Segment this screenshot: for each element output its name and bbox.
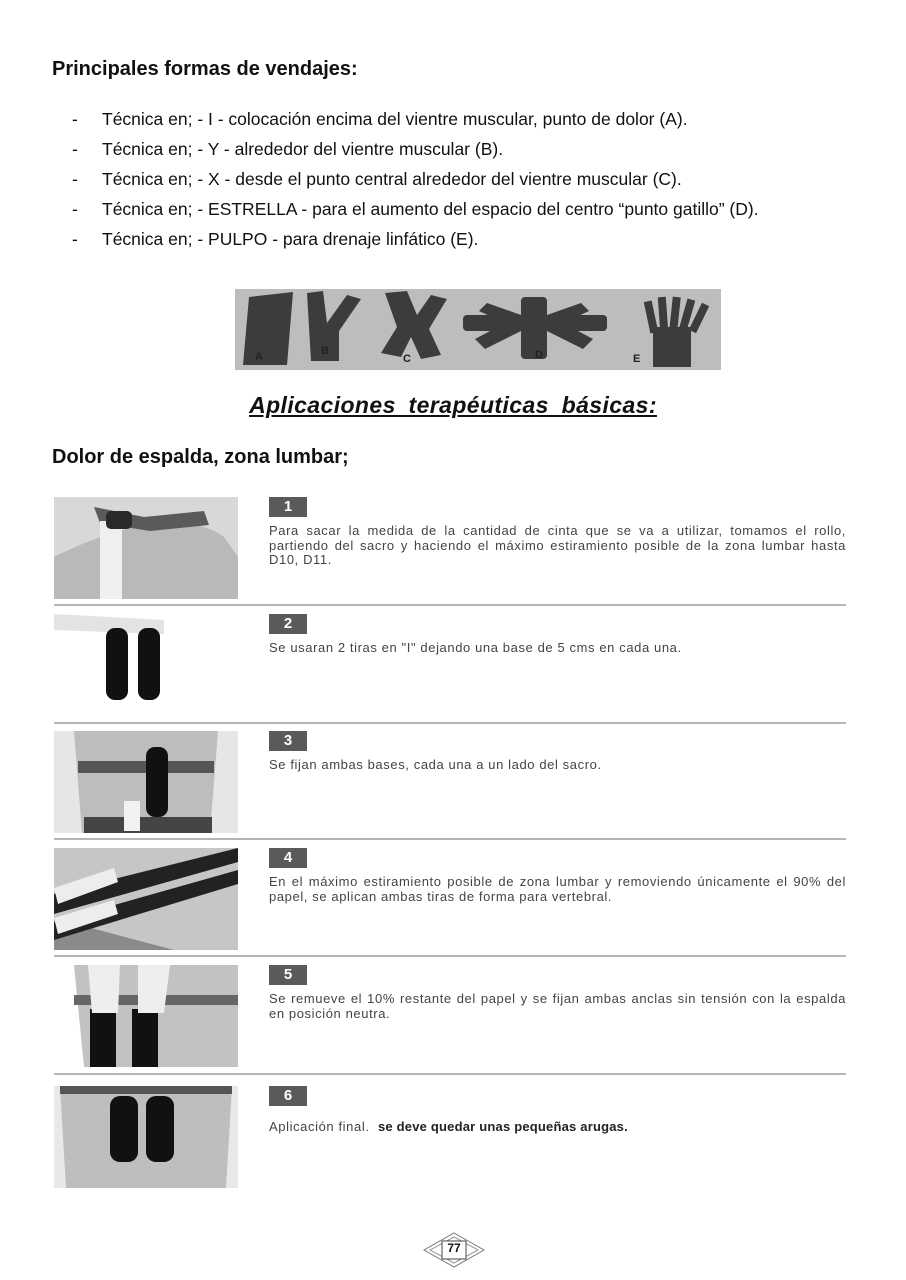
step-photo (54, 497, 238, 599)
step-number: 4 (269, 848, 307, 868)
applications-heading: Aplicaciones terapéuticas básicas: (249, 392, 657, 418)
figure-label: A (255, 351, 263, 363)
list-item: - Técnica en; - I - colocación encima del vientre muscular, punto de dolor (A). (72, 104, 872, 134)
list-item: - Técnica en; - PULPO - para drenaje linfático (E). (72, 224, 872, 254)
figure-label: D (535, 349, 543, 361)
tape-i-shape (243, 292, 293, 365)
page-number: 77 (447, 1241, 461, 1255)
step-text: Se fijan ambas bases, cada una a un lado del sacro. (269, 757, 602, 772)
step-text: Para sacar la medida de la cantidad de cinta que se va a utilizar, tomamos el rollo, partiendo del sacro y haciendo el máximo estiramiento posible de la zona lumbar hasta D10, D11. (269, 523, 846, 567)
tape-octopus-shape (644, 297, 709, 367)
figure-label: E (633, 353, 641, 365)
step-text-regular: Aplicación final. (269, 1119, 370, 1134)
step-photo (54, 965, 238, 1067)
step-divider (54, 1073, 846, 1075)
step-text: En el máximo estiramiento posible de zona lumbar y removiendo únicamente el 90% del papel, se aplican ambas tiras de forma para vertebral. (269, 874, 846, 904)
step-number: 2 (269, 614, 307, 634)
technique-list (72, 104, 872, 254)
step-divider (54, 838, 846, 840)
step-photo (54, 614, 238, 716)
list-item: - Técnica en; - X - desde el punto central alrededor del vientre muscular (C). (72, 164, 872, 194)
figure-label: B (321, 345, 329, 357)
step-divider (54, 955, 846, 957)
step-divider (54, 604, 846, 606)
section-subtitle-lumbar: Dolor de espalda, zona lumbar; (52, 446, 349, 468)
step-number: 6 (269, 1086, 307, 1106)
step-text: Se remueve el 10% restante del papel y se fijan ambas anclas sin tensión con la espalda en posición neutra. (269, 991, 846, 1021)
tape-forms-figure (235, 289, 721, 370)
tape-y-shape (307, 291, 361, 361)
step-photo (54, 731, 238, 833)
figure-label: C (403, 353, 411, 365)
list-item: - Técnica en; - ESTRELLA - para el aumento del espacio del centro “punto gatillo” (D). (72, 194, 872, 224)
section-title-forms: Principales formas de vendajes: (52, 58, 358, 80)
tape-x-shape (381, 291, 447, 359)
section-title-applications (0, 392, 906, 419)
step-text-bold: se deve quedar unas pequeñas arugas. (377, 1119, 628, 1134)
step-photo (54, 1086, 238, 1188)
step-number: 5 (269, 965, 307, 985)
list-item: - Técnica en; - Y - alrededor del vientre muscular (B). (72, 134, 872, 164)
step-divider (54, 722, 846, 724)
step-photo (54, 848, 238, 950)
step-text (269, 1120, 846, 1135)
step-number: 1 (269, 497, 307, 517)
page-number-badge (423, 1232, 485, 1268)
step-text: Se usaran 2 tiras en "I" dejando una base de 5 cms en cada una. (269, 640, 682, 655)
step-number: 3 (269, 731, 307, 751)
